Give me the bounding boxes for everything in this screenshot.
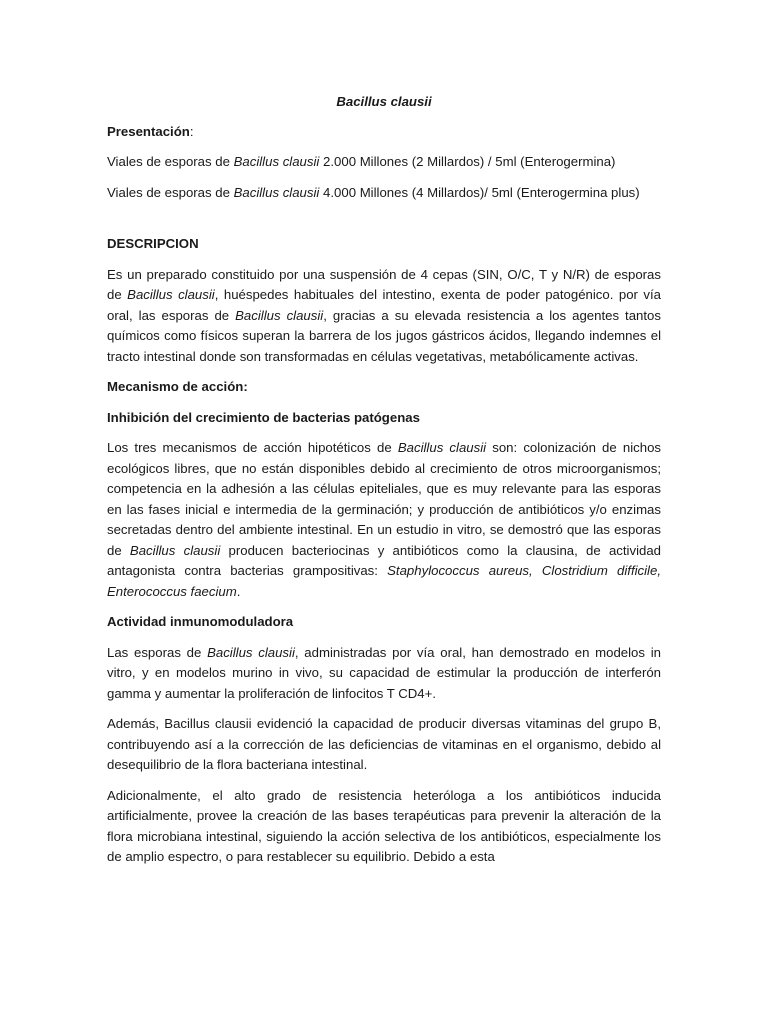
mecanismo-text-e: producen bacteriocinas y antibióticos como la clausina, de actividad antagonista contra bacterias grampositivas:	[107, 542, 661, 578]
inmuno-text-c: , administradas por vía oral, han demostrado en modelos in vitro, y en modelos murino in vivo, su capacidad de estimular la producción de interferón gamma y aumentar la proliferación de linfocitos T CD4+.	[107, 644, 661, 701]
mecanismo-species-1: Bacillus clausii	[397, 440, 487, 455]
descripcion-text-c: , huéspedes habituales del intestino, exenta de poder patogénico. por vía oral, las esporas de	[107, 287, 661, 323]
descripcion-paragraph	[107, 265, 661, 368]
mecanismo-text-c: son: colonización de nichos ecológicos libres, que no están disponibles debido al crecimiento de otros microorganismos; competencia en la adhesión a las células epiteliales, que es muy relevante para las esporas en las fases inicial e intermedia de la germinación; y producción de antibióticos y/o enzimas secretadas dentro del ambiente intestinal. En un estudio in vitro, se demostró que las esporas de	[107, 440, 661, 558]
presentation-line-2-species: Bacillus clausii	[233, 184, 320, 200]
inmuno-text-a: Las esporas de	[107, 644, 208, 660]
mecanismo-paragraph	[107, 438, 661, 602]
presentation-line-2-pre: Viales de esporas de	[107, 184, 234, 200]
mecanismo-bacteria-list: Staphylococcus aureus, Clostridium difficile, Enterococcus faecium	[107, 563, 661, 599]
presentation-heading	[107, 122, 661, 143]
mecanismo-text-a: Los tres mecanismos de acción hipotéticos de	[107, 440, 398, 455]
presentation-line-2-post: 4.000 Millones (4 Millardos)/ 5ml (Enterogermina plus)	[319, 184, 640, 200]
presentation-line-1-species: Bacillus clausii	[233, 154, 320, 169]
descripcion-species-1: Bacillus clausii	[127, 287, 215, 302]
presentation-label: Presentación	[107, 123, 190, 139]
mecanismo-heading: Mecanismo de acción:	[107, 379, 248, 394]
presentation-line-1-pre: Viales de esporas de	[107, 154, 234, 169]
mecanismo-species-2: Bacillus clausii	[129, 542, 221, 558]
mecanismo-subheading: Inhibición del crecimiento de bacterias patógenas	[107, 409, 420, 425]
mecanismo-text-g: .	[236, 583, 241, 599]
presentation-line-1-post: 2.000 Millones (2 Millardos) / 5ml (Enterogermina)	[319, 154, 616, 169]
inmuno-paragraph-2: Además, Bacillus clausii evidenció la capacidad de producir diversas vitaminas del grupo B, contribuyendo así a la corrección de las deficiencias de vitaminas en el organismo, debido al desequilibrio de la flora bacteriana intestinal.	[107, 716, 661, 772]
presentation-colon: :	[189, 123, 194, 139]
descripcion-text-a: Es un preparado constituido por una suspensión de 4 cepas (SIN, O/C, T y N/R) de esporas de	[107, 266, 661, 302]
descripcion-heading: DESCRIPCION	[107, 236, 199, 251]
presentation-line-2	[107, 183, 661, 204]
inmuno-paragraph-1	[107, 643, 661, 705]
presentation-line-1	[107, 152, 661, 173]
inmuno-paragraph-3: Adicionalmente, el alto grado de resistencia heteróloga a los antibióticos inducida artificialmente, provee la creación de las bases terapéuticas para prevenir la alteración de la flora microbiana intestinal, siguiendo la acción selectiva de los antibióticos, especialmente los de amplio espectro, o para restablecer su equilibrio. Debido a esta	[107, 787, 661, 864]
descripcion-species-2: Bacillus clausii	[235, 307, 324, 323]
inmuno-heading: Actividad inmunomoduladora	[107, 614, 294, 629]
document-title: Bacillus clausii	[336, 94, 432, 109]
inmuno-species: Bacillus clausii	[207, 644, 295, 660]
descripcion-text-e: , gracias a su elevada resistencia a los agentes tantos químicos como físicos superan la barrera de los jugos gástricos ácidos, llegando indemnes el tracto intestinal donde son transformadas en células vegetativas, metabólicamente activas.	[107, 307, 661, 364]
